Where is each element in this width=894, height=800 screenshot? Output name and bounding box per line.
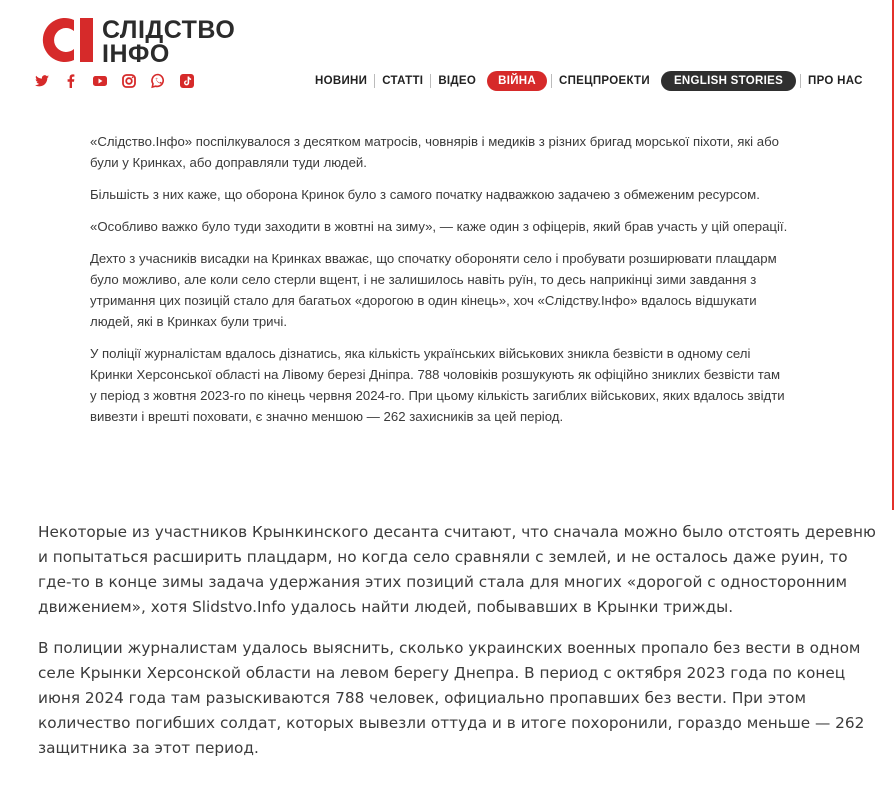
article-paragraph: «Особливо важко було туди заходити в жовтні на зиму», — каже один з офіцерів, який брав участь у цій операції. <box>90 219 788 234</box>
logo-text-line2: ІНФО <box>102 40 170 68</box>
main-navigation <box>308 69 870 93</box>
logo-mark-icon <box>30 14 100 66</box>
article-paragraph: «Слідство.Інфо» поспілкувалося з десятком матросів, човнярів і медиків з різних бригад морської піхоти, які або були у Кринках, або доправляли туди людей. <box>90 134 779 170</box>
russian-translation-body <box>38 520 878 777</box>
nav-articles[interactable]: СТАТТІ <box>382 75 424 87</box>
nav-about[interactable]: ПРО НАС <box>808 75 863 87</box>
twitter-icon[interactable] <box>34 73 50 89</box>
instagram-icon[interactable] <box>121 73 137 89</box>
tiktok-icon[interactable] <box>179 73 195 89</box>
translation-paragraph: В полиции журналистам удалось выяснить, сколько украинских военных пропало без вести в одном селе Крынки Херсонской области на левом берегу Днепра. В период с октября 2023 года по конец июня 2024 года там разыскиваются 788 человек, официально пропавших без вести. При этом количество погибших солдат, которых вывезли оттуда и в итоге похоронили, гораздо меньше — 262 защитника за этот период. <box>38 639 865 757</box>
facebook-icon[interactable] <box>63 73 79 89</box>
viber-icon[interactable] <box>150 73 166 89</box>
site-logo[interactable] <box>30 14 260 66</box>
nav-video[interactable]: ВІДЕО <box>438 75 477 87</box>
social-links <box>34 73 208 89</box>
article-paragraph: У поліції журналістам вдалось дізнатись, яка кількість українських військових зникла безвісти в одному селі Кринки Херсонської області на Лівому березі Дніпра. 788 чоловіків розшукують як офіційно зниклих безвісти там у період з жовтня 2023-го по кінець червня 2024-го. При цьому кількість загиблих військових, яких вдалось звідти вивезти і врешті поховати, є значно меншою — 262 захисників за цей період. <box>90 346 785 424</box>
article-paragraph: Дехто з учасників висадки на Кринках вважає, що спочатку обороняти село і пробувати розширювати плацдарм було можливо, але коли село стерли вщент, і не залишилось навіть руїн, то десь наприкінці зими завдання з утримання цих позицій стало для багатьох «дорогою в один кінець», хоч «Слідству.Інфо» вдалось відшукати людей, які в Кринках були тричі. <box>90 251 777 329</box>
article-paragraph: Більшість з них каже, що оборона Кринок було з самого початку надважкою задачею з обмеженим ресурсом. <box>90 187 760 202</box>
translation-paragraph: Некоторые из участников Крынкинского десанта считают, что сначала можно было отстоять деревню и попытаться расширить плацдарм, но когда село сравняли с землей, и не осталось даже руин, то где-то в конце зимы задача удержания этих позиций стала для многих «дорогой с односторонним движением», хотя Slidstvo.Info удалось найти людей, побывавших в Крынки трижды. <box>38 523 876 616</box>
nav-english-stories[interactable]: ENGLISH STORIES <box>661 71 796 91</box>
ukrainian-article-body <box>90 131 790 438</box>
logo-text-line1: СЛІДСТВО <box>102 16 236 44</box>
youtube-icon[interactable] <box>92 73 108 89</box>
nav-war[interactable]: ВІЙНА <box>487 71 547 91</box>
nav-news[interactable]: НОВИНИ <box>315 75 368 87</box>
nav-special-projects[interactable]: СПЕЦПРОЕКТИ <box>559 75 650 87</box>
